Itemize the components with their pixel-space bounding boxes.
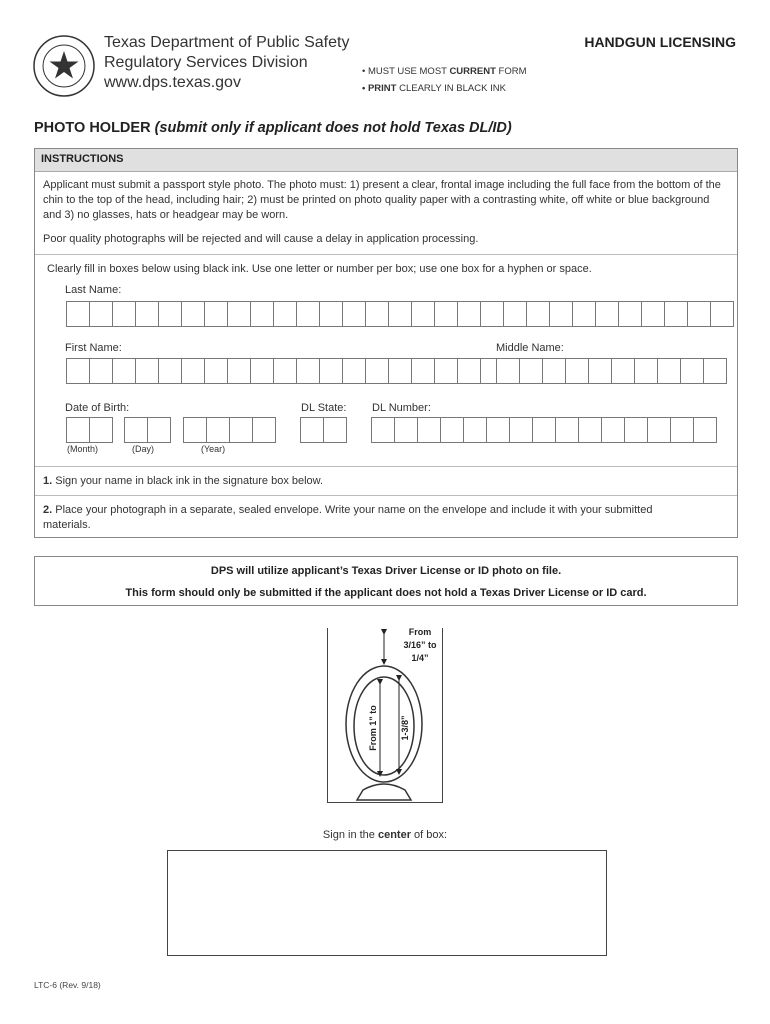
step-2: 2. Place your photograph in a separate, sealed envelope. Write your name on the envelope and include it with your submitted materials. <box>43 504 653 531</box>
dob-label: Date of Birth: <box>65 402 130 414</box>
top-margin-label: From 3/16” to 1/4” <box>403 627 437 663</box>
last-name-label: Last Name: <box>65 284 122 296</box>
fill-instructions: Clearly fill in boxes below using black ink. Use one letter or number per box; use one box for a hyphen or space. <box>47 263 592 275</box>
day-caption: (Day) <box>132 444 154 454</box>
notice-line-2: This form should only be submitted if the applicant does not hold a Texas Driver License or ID card. <box>125 587 647 599</box>
year-caption: (Year) <box>201 444 226 454</box>
signature-box[interactable] <box>167 850 607 956</box>
form-revision: LTC-6 (Rev. 9/18) <box>34 980 101 990</box>
middle-name-label: Middle Name: <box>496 342 564 354</box>
dob-day-boxes[interactable] <box>124 417 170 443</box>
agency-name: Texas Department of Public Safety <box>104 34 350 51</box>
program-title: HANDGUN LICENSING <box>584 34 736 50</box>
dps-notice <box>34 556 738 606</box>
dob-month-boxes[interactable] <box>66 417 112 443</box>
dob-year-boxes[interactable] <box>183 417 275 443</box>
last-name-boxes[interactable] <box>66 301 733 327</box>
dl-state-boxes[interactable] <box>300 417 346 443</box>
first-name-label: First Name: <box>65 342 122 354</box>
divider <box>35 495 737 496</box>
bullet-print-clearly: • PRINT CLEARLY IN BLACK INK <box>362 83 506 94</box>
dl-number-label: DL Number: <box>372 402 431 414</box>
quality-warning: Poor quality photographs will be rejected and will cause a delay in application processing. <box>43 233 479 245</box>
instructions-paragraph: Applicant must submit a passport style photo. The photo must: 1) present a clear, frontal image including the full face from the bottom of the chin to the top of the head, including hair; 2) must be printed on photo quality paper with a contrasting white, off white or blue background and 3) no glasses, hats or headgear may be worn. <box>43 179 721 221</box>
head-height-to-label: 1-3/8” <box>400 715 410 741</box>
signature-instruction: Sign in the center of box: <box>322 829 448 841</box>
dps-seal-logo <box>32 34 96 98</box>
divider <box>35 254 737 255</box>
division-name: Regulatory Services Division <box>104 54 308 71</box>
month-caption: (Month) <box>67 444 99 454</box>
dl-number-boxes[interactable] <box>371 417 716 443</box>
divider <box>35 466 737 467</box>
website: www.dps.texas.gov <box>104 74 241 91</box>
dl-state-label: DL State: <box>301 402 347 414</box>
middle-name-boxes[interactable] <box>496 358 726 384</box>
form-title: PHOTO HOLDER (submit only if applicant does not hold Texas DL/ID) <box>34 120 512 136</box>
first-name-boxes[interactable] <box>66 358 503 384</box>
notice-line-1: DPS will utilize applicant’s Texas Driver License or ID photo on file. <box>210 565 562 577</box>
head-height-from-label: From 1” to <box>368 705 378 751</box>
step-1: 1. Sign your name in black ink in the signature box below. <box>43 475 324 487</box>
instructions-header: INSTRUCTIONS <box>35 149 737 172</box>
instructions-panel <box>34 148 738 538</box>
bullet-current-form: • MUST USE MOST CURRENT FORM <box>362 66 527 77</box>
